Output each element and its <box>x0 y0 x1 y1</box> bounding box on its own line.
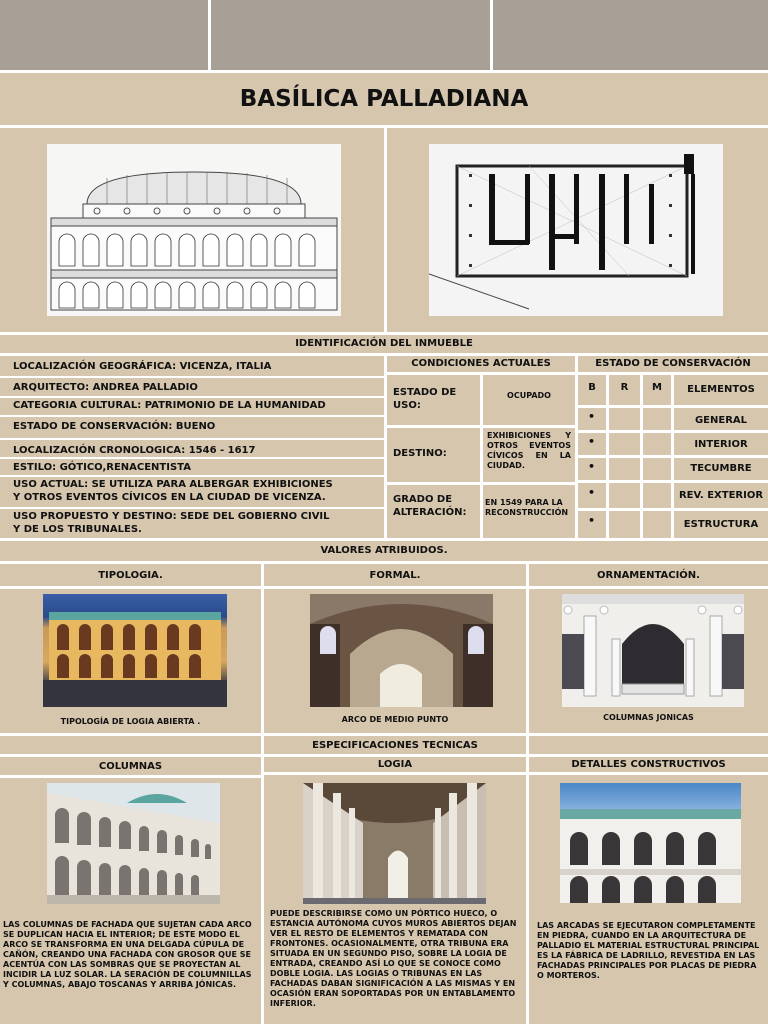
empty-cell <box>643 458 671 480</box>
divider <box>0 507 384 509</box>
divider <box>0 415 384 417</box>
empty-cell <box>609 511 640 538</box>
formal-panel <box>264 589 526 733</box>
empty-cell <box>609 433 640 455</box>
formal-caption: ARCO DE MEDIO PUNTO <box>341 715 449 724</box>
tipologia-caption: TIPOLOGÍA DE LOGIA ABIERTA . <box>60 717 201 726</box>
estado-conservacion-text: ESTADO DE CONSERVACIÓN: BUENO <box>13 421 216 432</box>
cons-row-general: GENERAL <box>674 408 768 430</box>
bullet-icon: • <box>588 460 596 473</box>
tipologia-photo <box>43 594 227 707</box>
elevation-panel <box>0 128 384 332</box>
top-band-2 <box>211 0 490 70</box>
detalles-photo <box>560 783 741 903</box>
uso-propuesto: USO PROPUESTO Y DESTINO: SEDE DEL GOBIERNO CIVIL Y DE LOS TRIBUNALES. <box>13 511 330 535</box>
especificaciones-right-spacer <box>529 736 768 754</box>
identificacion-header <box>0 335 768 353</box>
spec-col-logia: LOGIA <box>264 757 526 772</box>
plan-panel <box>387 128 768 332</box>
title-band <box>0 73 768 125</box>
elevation-drawing <box>47 144 341 316</box>
conservacion-col-m: M <box>643 375 671 405</box>
cond-row-3-label: GRADO DE ALTERACIÓN: <box>387 485 480 538</box>
condiciones-title: CONDICIONES ACTUALES <box>411 358 551 369</box>
top-band-1 <box>0 0 208 70</box>
localizacion-cronologica: LOCALIZACIÓN CRONOLOGICA: 1546 - 1617 <box>13 445 256 456</box>
cons-row-general-b <box>578 408 606 430</box>
conservacion-col-elementos: ELEMENTOS <box>674 375 768 405</box>
divider <box>0 438 384 440</box>
bullet-icon: • <box>588 410 596 423</box>
conservacion-title: ESTADO DE CONSERVACIÓN <box>595 358 751 369</box>
especificaciones-left-spacer <box>0 736 261 754</box>
floor-plan-drawing <box>429 144 723 316</box>
empty-cell <box>609 458 640 480</box>
valores-col-ornamentacion: ORNAMENTACIÓN. <box>529 564 768 586</box>
empty-cell <box>643 483 671 508</box>
columnas-text: LAS COLUMNAS DE FACHADA QUE SUJETAN CADA ARCO SE DUPLICAN HACIA EL INTERIOR; DE ESTE MODO EL ARCO SE TRANSFORMA EN UNA DELGADA CÚPULA DE CAÑÓN, CREANDO UNA FACHADA CON GROSOR QUE SE ACENTÚA CON LAS SOMBRAS QUE SE PROYECTAN AL INCIDIR LA LUZ SOLAR. LA SERACIÓN DE COLUMNILLAS Y COLUMNAS, ABAJO TOSCANAS Y ARRIBA JÓNICAS. <box>3 920 252 989</box>
valores-col-formal: FORMAL. <box>264 564 526 586</box>
cons-row-tecumbre: TECUMBRE <box>674 458 768 480</box>
cons-row-estructura-b <box>578 511 606 538</box>
empty-cell <box>609 408 640 430</box>
valores-col-tipologia: TIPOLOGIA. <box>0 564 261 586</box>
cons-row-estructura: ESTRUCTURA <box>674 511 768 538</box>
cond-row-1-label: ESTADO DE USO: <box>387 375 480 425</box>
top-band-3 <box>493 0 768 70</box>
cons-row-rev-b <box>578 483 606 508</box>
bullet-icon: • <box>588 435 596 448</box>
identificacion-panel <box>0 356 384 538</box>
empty-cell <box>643 408 671 430</box>
especificaciones-title: ESPECIFICACIONES TECNICAS <box>312 740 478 751</box>
conservacion-col-r: R <box>609 375 640 405</box>
conservacion-col-b: B <box>578 375 606 405</box>
divider <box>0 475 384 477</box>
conservacion-header <box>578 356 768 372</box>
valores-header <box>0 541 768 561</box>
identificacion-title: IDENTIFICACIÓN DEL INMUEBLE <box>295 338 473 349</box>
cons-row-interior-b <box>578 433 606 455</box>
cons-row-interior: INTERIOR <box>674 433 768 455</box>
cond-row-3-value: EN 1549 PARA LA RECONSTRUCCIÓN <box>483 485 575 538</box>
logia-text: PUEDE DESCRIBIRSE COMO UN PÓRTICO HUECO, O ESTANCIA AUTÓNOMA CUYOS MUROS ABIERTOS DEJAN VER EL RESTO DE ELEMENTOS Y REMATADA CON FRONTONES. OCASIONALMENTE, OTRA TRIBUNA ERA SITUADA EN UN SEGUNDO PISO, SOBRE LA LOGIA DE ENTRADA, CREANDO ASÍ LO QUE SE CONOCE COMO DOBLE LOGIA. LAS LOGIAS O TRIBUNAS EN LAS FACHADAS DABAN SIGNIFICACIÓN A LAS MISMAS Y EN OCASIÓN ERAN SOPORTADAS POR UN ENTABLAMENTO INFERIOR. <box>270 909 517 1008</box>
logia-photo <box>303 783 486 904</box>
uso-actual: USO ACTUAL: SE UTILIZA PARA ALBERGAR EXHIBICIONES Y OTROS EVENTOS CÍVICOS EN LA CIUDAD DE VICENZA. <box>13 479 333 503</box>
divider <box>0 457 384 459</box>
columnas-photo <box>47 783 220 904</box>
logia-panel <box>264 775 526 1024</box>
columnas-panel <box>0 778 261 1024</box>
detalles-panel <box>529 775 768 1024</box>
tipologia-panel <box>0 589 261 733</box>
bullet-icon: • <box>588 514 596 527</box>
ornamentacion-caption: COLUMNAS JONICAS <box>603 713 694 722</box>
divider <box>0 376 384 378</box>
divider <box>0 396 384 398</box>
especificaciones-header <box>264 736 526 754</box>
empty-cell <box>643 433 671 455</box>
detalles-text: LAS ARCADAS SE EJECUTARON COMPLETAMENTE EN PIEDRA, CUANDO EN LA ARQUITECTURA DE PALLADIO EL MATERIAL ESTRUCTURAL PRINCIPAL ES LA FÁBRICA DE LADRILLO, REVESTIDA EN LAS FACHADAS PRINCIPALES POR PLACAS DE PIEDRA O MORTEROS. <box>537 921 760 980</box>
categoria-cultural: CATEGORIA CULTURAL: PATRIMONIO DE LA HUMANIDAD <box>13 400 326 411</box>
empty-cell <box>643 511 671 538</box>
valores-title: VALORES ATRIBUIDOS. <box>320 545 448 556</box>
cons-row-rev-exterior: REV. EXTERIOR <box>674 483 768 508</box>
cons-row-tecumbre-b <box>578 458 606 480</box>
cond-row-1-value: OCUPADO <box>483 375 575 425</box>
arquitecto: ARQUITECTO: ANDREA PALLADIO <box>13 382 198 393</box>
condiciones-header <box>387 356 575 372</box>
bullet-icon: • <box>588 486 596 499</box>
cond-row-2-label: DESTINO: <box>387 428 480 482</box>
localizacion-geografica: LOCALIZACIÓN GEOGRÁFICA: VICENZA, ITALIA <box>13 361 272 372</box>
ornamentacion-panel <box>529 589 768 733</box>
page-title: BASÍLICA PALLADIANA <box>239 86 529 112</box>
spec-col-detalles: DETALLES CONSTRUCTIVOS <box>529 757 768 772</box>
ornamentacion-photo <box>562 594 744 707</box>
estilo: ESTILO: GÓTICO,RENACENTISTA <box>13 462 191 473</box>
formal-photo <box>310 594 493 707</box>
cond-row-2-value: EXHIBICIONES Y OTROS EVENTOS CÍVICOS EN LA CIUDAD. <box>483 428 575 482</box>
empty-cell <box>609 483 640 508</box>
spec-col-columnas: COLUMNAS <box>0 757 261 775</box>
